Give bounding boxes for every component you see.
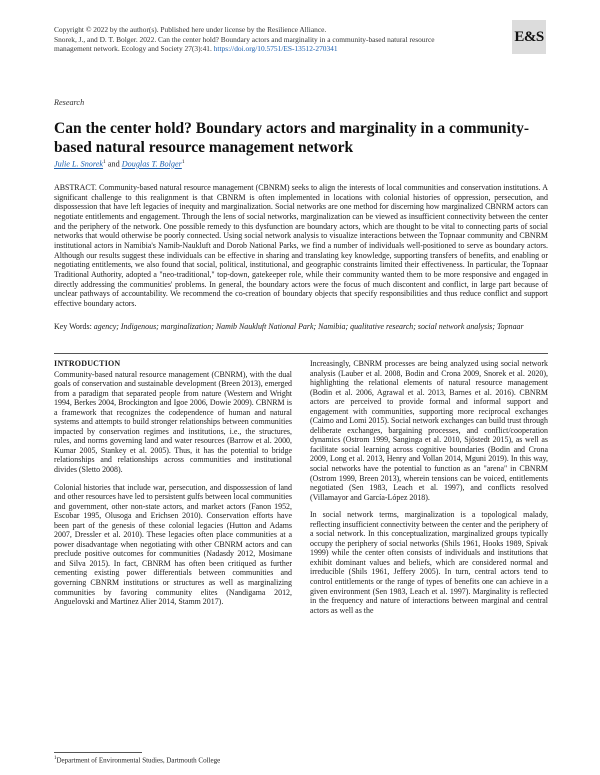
keywords-label: Key Words: bbox=[54, 322, 92, 331]
author-link[interactable]: Julie L. Snorek bbox=[54, 159, 104, 169]
introduction-heading: INTRODUCTION bbox=[54, 359, 121, 368]
affiliation-footnote bbox=[54, 756, 220, 764]
body-paragraph: In social network terms, marginalization is a topological malady, reflecting insufficient connectivity between the center and the periphery of a social network. In this conceptualization, marginalized groups typically occupy the periphery of social networks (Shils 1961, Hooks 1989, Spivak 1999) while the center often consists of individuals and institutions that exhibit dominant values and beliefs, which are considered normal and irreducible (Shils 1961, Jeffery 2005). In turn, central actors tend to control entitlements or the range of types of benefits one can achieve in a given environment (Sen 1983, Leach et al. 1997). Marginality is reflected in the frequency and nature of interactions between marginal and central actors as well as the bbox=[310, 510, 548, 615]
section-divider bbox=[54, 353, 548, 354]
author-affiliation-mark: 1 bbox=[103, 159, 106, 165]
footnote-mark: 1 bbox=[54, 756, 57, 761]
abstract-label: ABSTRACT. bbox=[54, 183, 97, 192]
body-paragraph: Community-based natural resource management (CBNRM), with the dual goals of conservation and sustainable development (Breen 2013), emerged from a paradigm that separated people from nature (Western and Wright 1994, Berkes 2004, Brockington and Igoe 2006, Dowie 2009). CBNRM is a framework that recognizes the codependence of human and natural systems and attempts to build stronger relationships between communities impacted by conservation regimes and institutions, i.e., the structures, rules, and norms governing land and water resources (Barrow et al. 2000, Kumar 2005, Stankey et al. 2005). Thus, it has the potential to bridge relationships and relationships across communities and institutional divides (Sletto 2008). bbox=[54, 369, 292, 475]
doi-link[interactable]: https://doi.org/10.5751/ES-13512-270341 bbox=[213, 44, 338, 54]
citation-line: Snorek, J., and D. T. Bolger. 2022. Can the center hold? Boundary actors and marginality in a community-based natural resource management network. Ecology and Society 27(3):41. bbox=[54, 34, 435, 54]
author-link[interactable]: Douglas T. Bolger bbox=[121, 159, 182, 169]
author-list bbox=[54, 159, 185, 169]
footnote-divider bbox=[54, 752, 142, 753]
section-label: Research bbox=[54, 98, 85, 107]
article-title: Can the center hold? Boundary actors and marginality in a community-based natural resource management network bbox=[54, 120, 530, 156]
footnote-text: Department of Environmental Studies, Dartmouth College bbox=[56, 756, 221, 765]
copyright-line: Copyright © 2022 by the author(s). Published here under license by the Resilience Alliance. bbox=[54, 25, 327, 34]
body-paragraph: Colonial histories that include war, persecution, and dispossession of land and other resources have led to persistent gulfs between local communities and government, other non-state actors, and market actors (Fanon 1952, Escobar 1995, Olusoga and Erichsen 2010). Conservation efforts have been part of the genesis of these colonial legacies (Hutton and Adams 2007, Dressler et al. 2010). These legacies often place communities at a power disadvantage when negotiating with other CBNRM actors and can preclude positive outcomes for communities (Nadasdy 2012, Mosimane and Silva 2015). In fact, CBNRM has often been critiqued as further cementing existing power differentials between communities and governing CBNRM institutions or structures as well as marginalizing communities by favoring community elites (Nandigama 2012, Anguelovski and Martinez Alier 2014, Stamm 2017). bbox=[54, 482, 292, 607]
body-paragraph: Increasingly, CBNRM processes are being analyzed using social network analysis (Lauber et al. 2008, Bodin and Crona 2009, Snorek et al. 2020), highlighting the relational elements of natural resource management (Bodin et al. 2006, Agrawal et al. 2013, Barnes et al. 2016). CBNRM actors are perceived to provide formal and informal support and engagement with communities, supporting more reciprocal exchanges (Caimo and Lomi 2015). Social network exchanges can build trust through deliberate exchanges, bargaining processes, and conflict/cooperation dynamics (Ostrom 1999, Sanginga et al. 2010, Sjöstedt 2015), as well as facilitate social learning across cognitive boundaries (Bodin and Crona 2009, Long et al. 2013, Henry and Vollan 2014, Mguni 2019). In this way, social networks have the potential to function as an "arena" in CBNRM (Ostrom 1999, Breen 2013), wherein tensions can be voiced, entitlements negotiated (Sen 1983, Leach et al. 1997), and conflicts resolved (Villamayor and García-López 2018). bbox=[310, 359, 548, 502]
keywords bbox=[54, 322, 548, 332]
abstract bbox=[54, 183, 548, 309]
author-affiliation-mark: 1 bbox=[181, 159, 185, 165]
abstract-text: Community-based natural resource management (CBNRM) seeks to align the interests of local communities and conservation institutions. A significant challenge to this realignment is that CBNRM is often implemented in locations with colonial histories of oppression, persecution, and dispossession that have left legacies of inequity and marginalization. Social networks are one method for discerning how marginalized CBNRM actors can negotiate entitlements and engagement. Through the lens of social networks, marginalization can be viewed as insufficient connectivity between the center and the periphery of the network. One possible remedy to this dysfunction are boundary actors, which are thought to be vital to connecting parts of social networks that would otherwise be poorly connected. Using social network analysis to visualize interactions between the Topnaar community and CBNRM institutional actors in Namibia's Namib-Naukluft and Dorob National Parks, we find a number of individuals well-positioned to serve as boundary actors. Although our results suggest these individuals can be effective in sharing and translating key knowledge, supporting transfers of benefits, and enabling or negotiating entitlements, we also found that social, political, institutional, and geographic constraints limited their effectiveness. In particular, the Topnaar Traditional Authority, adopted a "neo-traditional," top-down, gatekeeper role, while their community wanted them to be more responsive and engaged in directly addressing the communities' problems. In general, the boundary actors were the focus of much discontent and conflict, in large part because of unclear pathways of accountability. We recommend the co-creation of boundary objects that specify responsibilities and thus reduce conflict and support effective boundary actors. bbox=[54, 183, 548, 308]
journal-logo: E&S bbox=[512, 20, 546, 54]
keywords-text: agency; Indigenous; marginalization; Namib Naukluft National Park; Namibia; qualitative research; social network analysis; Topnaar bbox=[93, 322, 524, 331]
body-column-right bbox=[310, 359, 548, 623]
copyright-header bbox=[54, 25, 474, 54]
body-column-left bbox=[54, 359, 292, 615]
author-conjunction: and bbox=[107, 159, 120, 169]
